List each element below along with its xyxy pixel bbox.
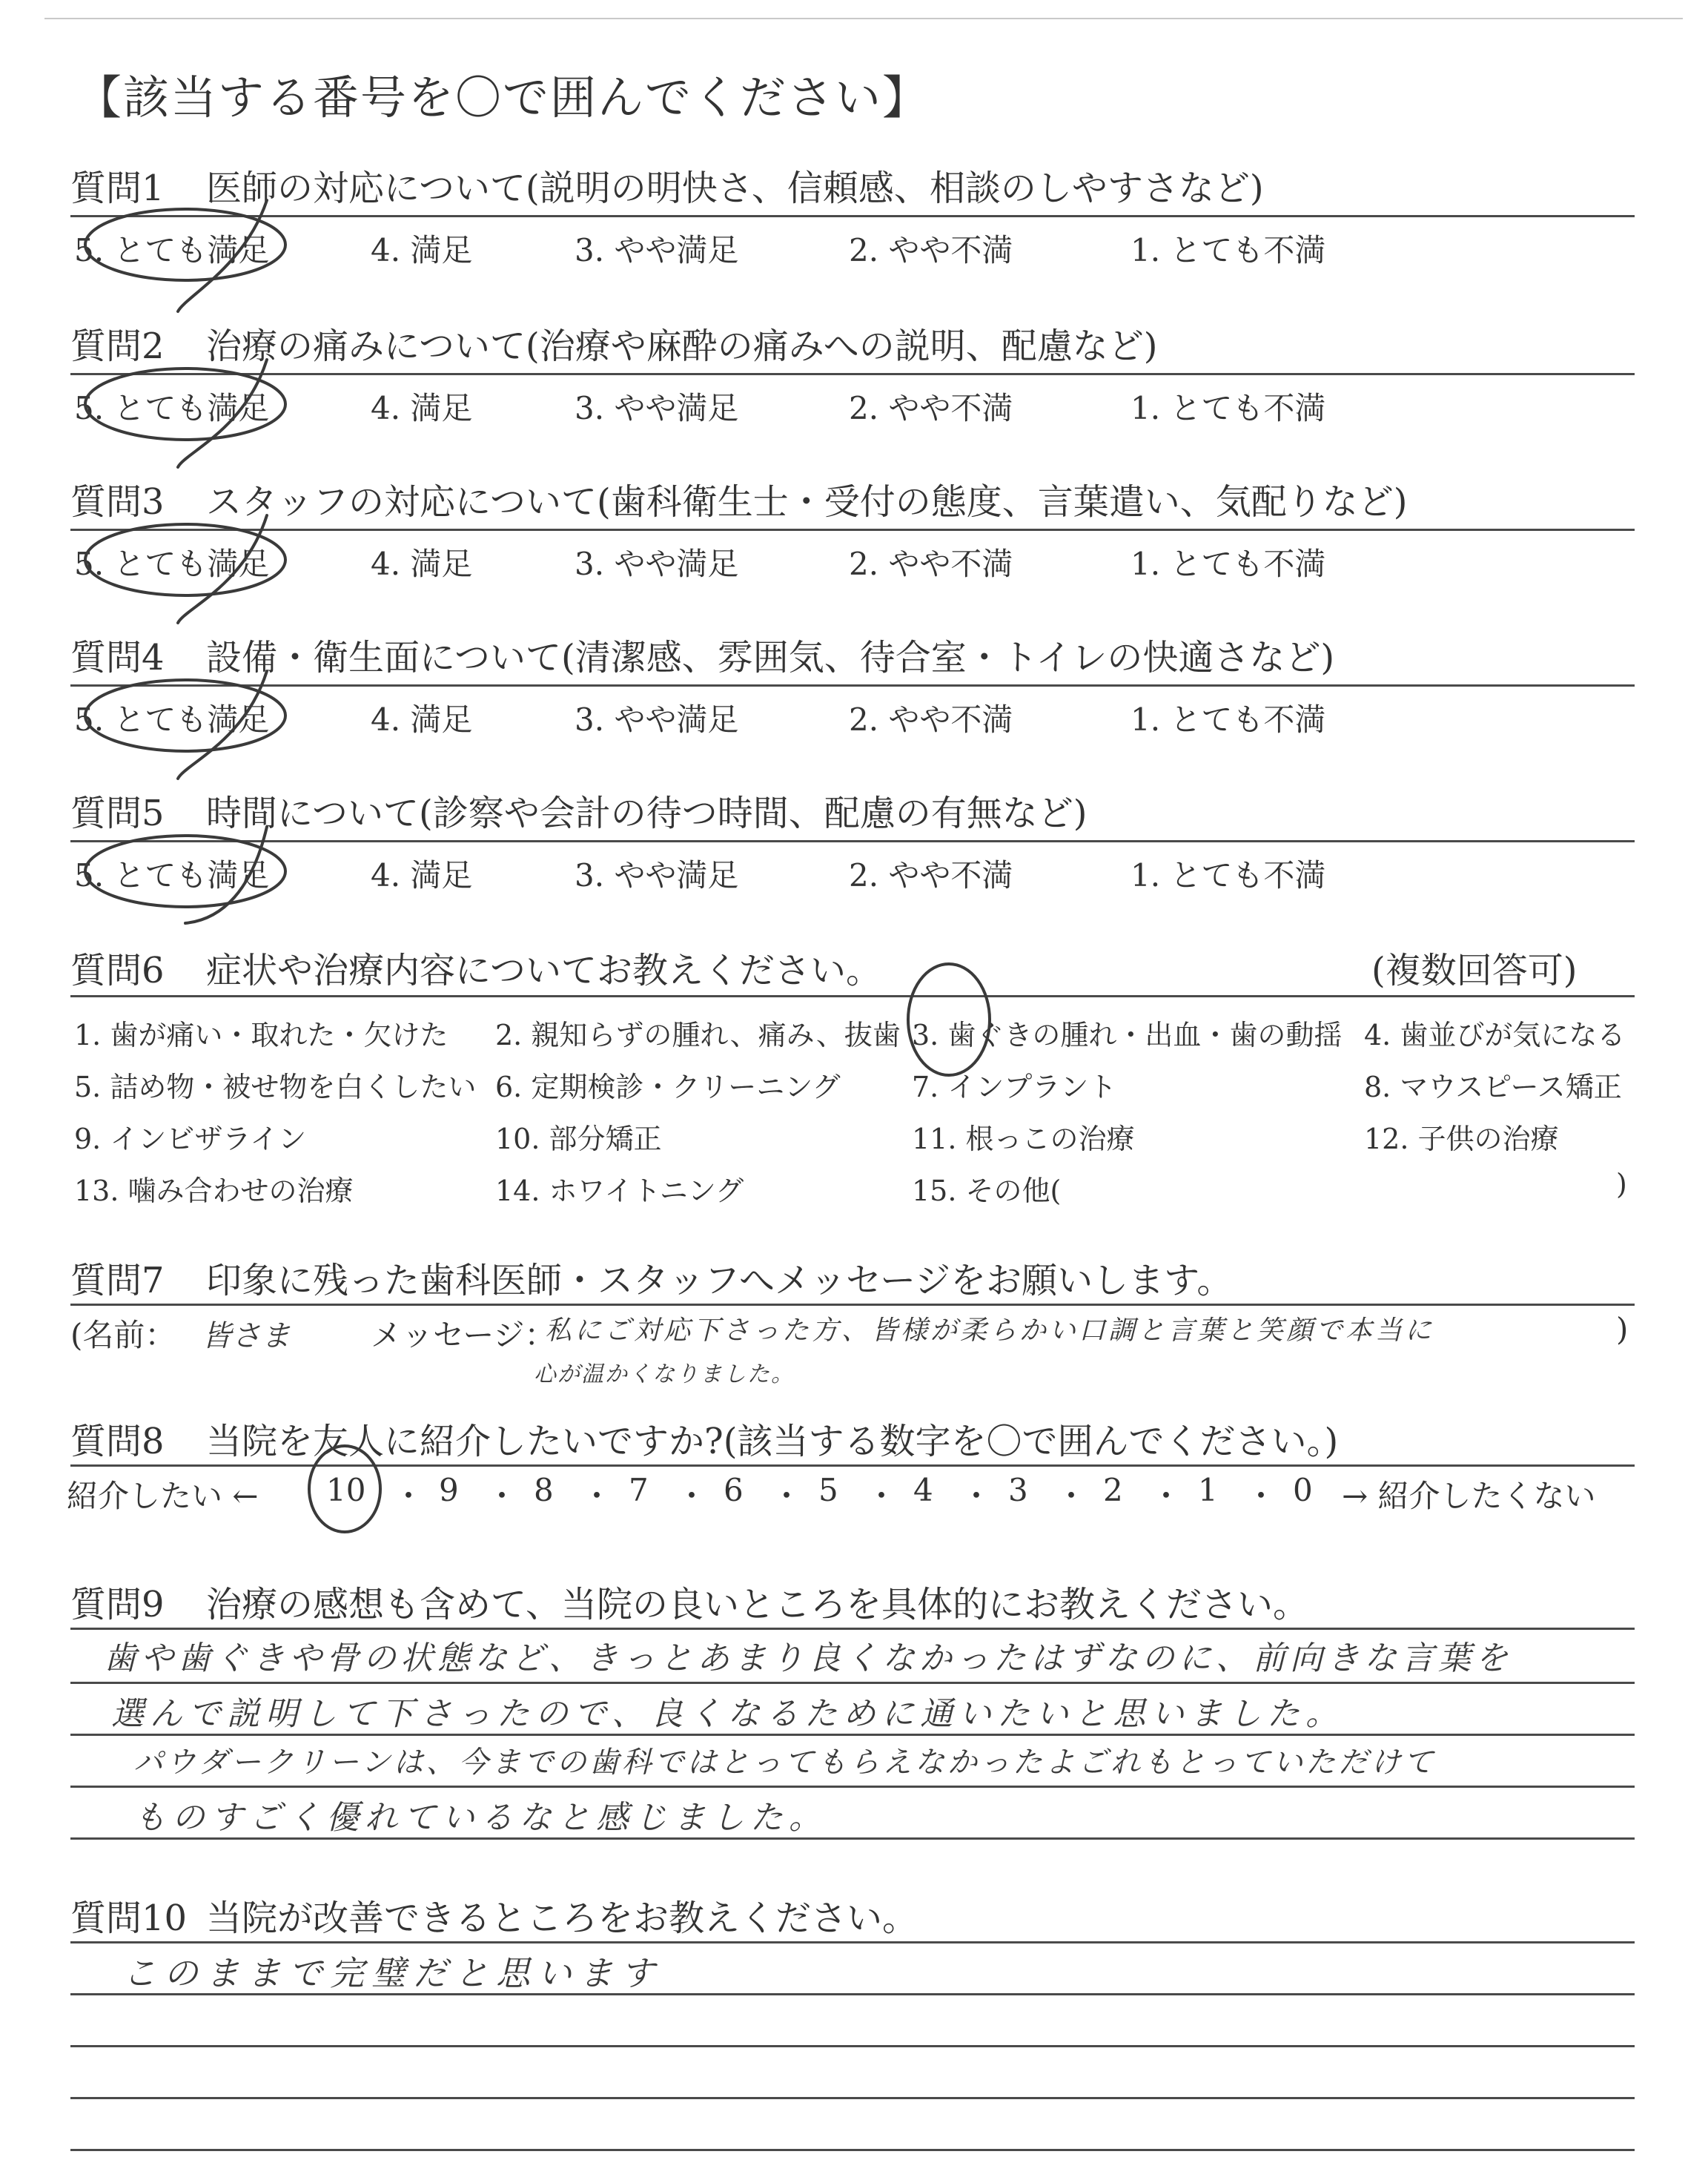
- q8-score-0[interactable]: 0: [1293, 1472, 1313, 1508]
- top-border: [44, 18, 1683, 19]
- q4-option-3[interactable]: 3. やや満足: [575, 701, 739, 738]
- q6-category-4[interactable]: 4. 歯並びが気になる: [1364, 1019, 1626, 1051]
- q6-category-12[interactable]: 12. 子供の治療: [1364, 1123, 1559, 1155]
- q9-answer-rule: [70, 1786, 1635, 1788]
- q3-label: 質問3: [70, 481, 165, 523]
- q8-score-7[interactable]: 7: [629, 1472, 649, 1508]
- q3-option-5[interactable]: 5. とても満足: [74, 546, 270, 582]
- q4-option-5[interactable]: 5. とても満足: [74, 701, 270, 738]
- q7-message-line2[interactable]: 心が温かくなりました。: [534, 1361, 795, 1387]
- q6-category-1[interactable]: 1. 歯が痛い・取れた・欠けた: [74, 1019, 448, 1051]
- q10-text: 当院が改善できるところをお教えください。: [206, 1898, 918, 1939]
- q5-option-4[interactable]: 4. 満足: [371, 857, 473, 894]
- q8-right-label: → 紹介したくない: [1342, 1478, 1596, 1514]
- q1-label: 質問1: [70, 168, 165, 209]
- q8-label: 質問8: [70, 1421, 165, 1462]
- q8-dot: ・: [676, 1478, 708, 1514]
- q6-category-3[interactable]: 3. 歯ぐきの腫れ・出血・歯の動揺: [912, 1019, 1343, 1051]
- q4-label: 質問4: [70, 637, 165, 678]
- q1-text: 医師の対応について(説明の明快さ、信頼感、相談のしやすさなど): [206, 168, 1264, 209]
- q5-label: 質問5: [70, 793, 165, 834]
- q2-text: 治療の痛みについて(治療や麻酔の痛みへの説明、配慮など): [206, 326, 1158, 367]
- q7-rule: [70, 1304, 1635, 1306]
- q2-option-1[interactable]: 1. とても不満: [1131, 390, 1326, 426]
- q9-answer-line3[interactable]: パウダークリーンは、今までの歯科ではとってもらえなかったよごれもとっていただけて: [133, 1745, 1437, 1780]
- q9-answer-rule: [70, 1682, 1635, 1684]
- q5-option-1[interactable]: 1. とても不満: [1131, 857, 1326, 894]
- q1-rule: [70, 215, 1635, 217]
- q8-score-8[interactable]: 8: [534, 1472, 554, 1508]
- q2-rule: [70, 373, 1635, 375]
- q7-name-value[interactable]: 皆さま: [202, 1319, 291, 1353]
- q3-text: スタッフの対応について(歯科衛生士・受付の態度、言葉遣い、気配りなど): [206, 481, 1408, 523]
- q8-dot: ・: [1245, 1478, 1277, 1514]
- q6-category-10[interactable]: 10. 部分矯正: [495, 1123, 662, 1155]
- q8-score-3[interactable]: 3: [1008, 1472, 1028, 1508]
- q3-option-2[interactable]: 2. やや不満: [849, 546, 1013, 582]
- q4-option-1[interactable]: 1. とても不満: [1131, 701, 1326, 738]
- q8-score-9[interactable]: 9: [439, 1472, 459, 1508]
- q6-label: 質問6: [70, 950, 165, 991]
- q8-score-5[interactable]: 5: [818, 1472, 838, 1508]
- q8-dot: ・: [1151, 1478, 1182, 1514]
- q3-option-4[interactable]: 4. 満足: [371, 546, 473, 582]
- q9-text: 治療の感想も含めて、当院の良いところを具体的にお教えください。: [206, 1584, 1309, 1625]
- q2-option-2[interactable]: 2. やや不満: [849, 390, 1013, 426]
- q4-rule: [70, 684, 1635, 687]
- q5-text: 時間について(診察や会計の待つ時間、配慮の有無など): [206, 793, 1088, 834]
- q10-answer-rule: [70, 2097, 1635, 2099]
- q5-option-2[interactable]: 2. やや不満: [849, 857, 1013, 894]
- q8-dot: ・: [393, 1478, 425, 1514]
- q9-rule: [70, 1628, 1635, 1630]
- q8-left-label: 紹介したい ←: [67, 1478, 259, 1514]
- q7-message-label: メッセージ：: [371, 1317, 556, 1353]
- q4-option-4[interactable]: 4. 満足: [371, 701, 473, 738]
- q10-rule: [70, 1941, 1635, 1943]
- q4-text: 設備・衛生面について(清潔感、雰囲気、待合室・トイレの快適さなど): [206, 637, 1335, 678]
- q8-score-6[interactable]: 6: [724, 1472, 744, 1508]
- q2-option-3[interactable]: 3. やや満足: [575, 390, 739, 426]
- q3-option-1[interactable]: 1. とても不満: [1131, 546, 1326, 582]
- q8-dot: ・: [866, 1478, 898, 1514]
- q1-option-3[interactable]: 3. やや満足: [575, 232, 739, 268]
- q7-text: 印象に残った歯科医師・スタッフへメッセージをお願いします。: [206, 1260, 1233, 1301]
- q9-label: 質問9: [70, 1584, 165, 1625]
- q7-message-line1[interactable]: 私にご対応下さった方、皆様が柔らかい口調と言葉と笑顔で本当に: [545, 1315, 1435, 1346]
- q4-option-2[interactable]: 2. やや不満: [849, 701, 1013, 738]
- q6-other-close-paren: ): [1616, 1168, 1627, 1200]
- q6-category-13[interactable]: 13. 噛み合わせの治療: [74, 1175, 354, 1207]
- q10-label: 質問10: [70, 1898, 188, 1939]
- q2-option-4[interactable]: 4. 満足: [371, 390, 473, 426]
- q6-category-6[interactable]: 6. 定期検診・クリーニング: [495, 1071, 841, 1103]
- q1-option-1[interactable]: 1. とても不満: [1131, 232, 1326, 268]
- q8-score-2[interactable]: 2: [1103, 1472, 1123, 1508]
- q6-category-11[interactable]: 11. 根っこの治療: [912, 1123, 1135, 1155]
- q6-category-7[interactable]: 7. インプラント: [912, 1071, 1117, 1103]
- q5-rule: [70, 840, 1635, 842]
- q8-dot: ・: [1056, 1478, 1088, 1514]
- q10-answer[interactable]: このままで完璧だと思います: [122, 1953, 662, 1993]
- q8-dot: ・: [486, 1478, 518, 1514]
- q9-answer-line4[interactable]: ものすごく優れているなと感じました。: [133, 1799, 827, 1837]
- q9-answer-line1[interactable]: 歯や歯ぐきや骨の状態など、きっとあまり良くなかったはずなのに、前向きな言葉を: [104, 1639, 1512, 1677]
- q8-dot: ・: [961, 1478, 993, 1514]
- q6-note: (複数回答可): [1371, 950, 1578, 991]
- q1-option-4[interactable]: 4. 満足: [371, 232, 473, 268]
- q6-category-2[interactable]: 2. 親知らずの腫れ、痛み、抜歯: [495, 1019, 901, 1051]
- q5-option-5[interactable]: 5. とても満足: [74, 857, 270, 894]
- q3-option-3[interactable]: 3. やや満足: [575, 546, 739, 582]
- q10-answer-rule: [70, 2045, 1635, 2047]
- q6-category-9[interactable]: 9. インビザライン: [74, 1123, 307, 1155]
- q5-option-3[interactable]: 3. やや満足: [575, 857, 739, 894]
- q2-label: 質問2: [70, 326, 165, 367]
- q8-score-4[interactable]: 4: [913, 1472, 933, 1508]
- q8-dot: ・: [581, 1478, 613, 1514]
- q7-label: 質問7: [70, 1260, 165, 1301]
- q2-option-5[interactable]: 5. とても満足: [74, 390, 270, 426]
- q8-score-10[interactable]: 10: [326, 1472, 366, 1508]
- q1-option-5[interactable]: 5. とても満足: [74, 232, 270, 268]
- q9-answer-line2[interactable]: 選んで説明して下さったので、良くなるために通いたいと思いました。: [111, 1695, 1345, 1733]
- q6-category-15[interactable]: 15. その他(: [912, 1175, 1062, 1207]
- q6-category-8[interactable]: 8. マウスピース矯正: [1364, 1071, 1622, 1103]
- q6-text: 症状や治療内容についてお教えください。: [206, 950, 882, 991]
- q10-answer-rule: [70, 2149, 1635, 2151]
- q7-close-paren: ): [1616, 1311, 1629, 1347]
- q8-rule: [70, 1464, 1635, 1467]
- q6-rule: [70, 995, 1635, 997]
- q7-name-label: (名前：: [70, 1317, 176, 1353]
- q6-category-14[interactable]: 14. ホワイトニング: [495, 1175, 744, 1207]
- q1-option-2[interactable]: 2. やや不満: [849, 232, 1013, 268]
- q8-score-1[interactable]: 1: [1198, 1472, 1218, 1508]
- q8-text: 当院を友人に紹介したいですか?(該当する数字を〇で囲んでください。): [206, 1421, 1339, 1462]
- page-title: 【該当する番号を〇で囲んでください】: [76, 70, 930, 125]
- q6-category-5[interactable]: 5. 詰め物・被せ物を白くしたい: [74, 1071, 477, 1103]
- q8-dot: ・: [771, 1478, 803, 1514]
- q3-rule: [70, 529, 1635, 531]
